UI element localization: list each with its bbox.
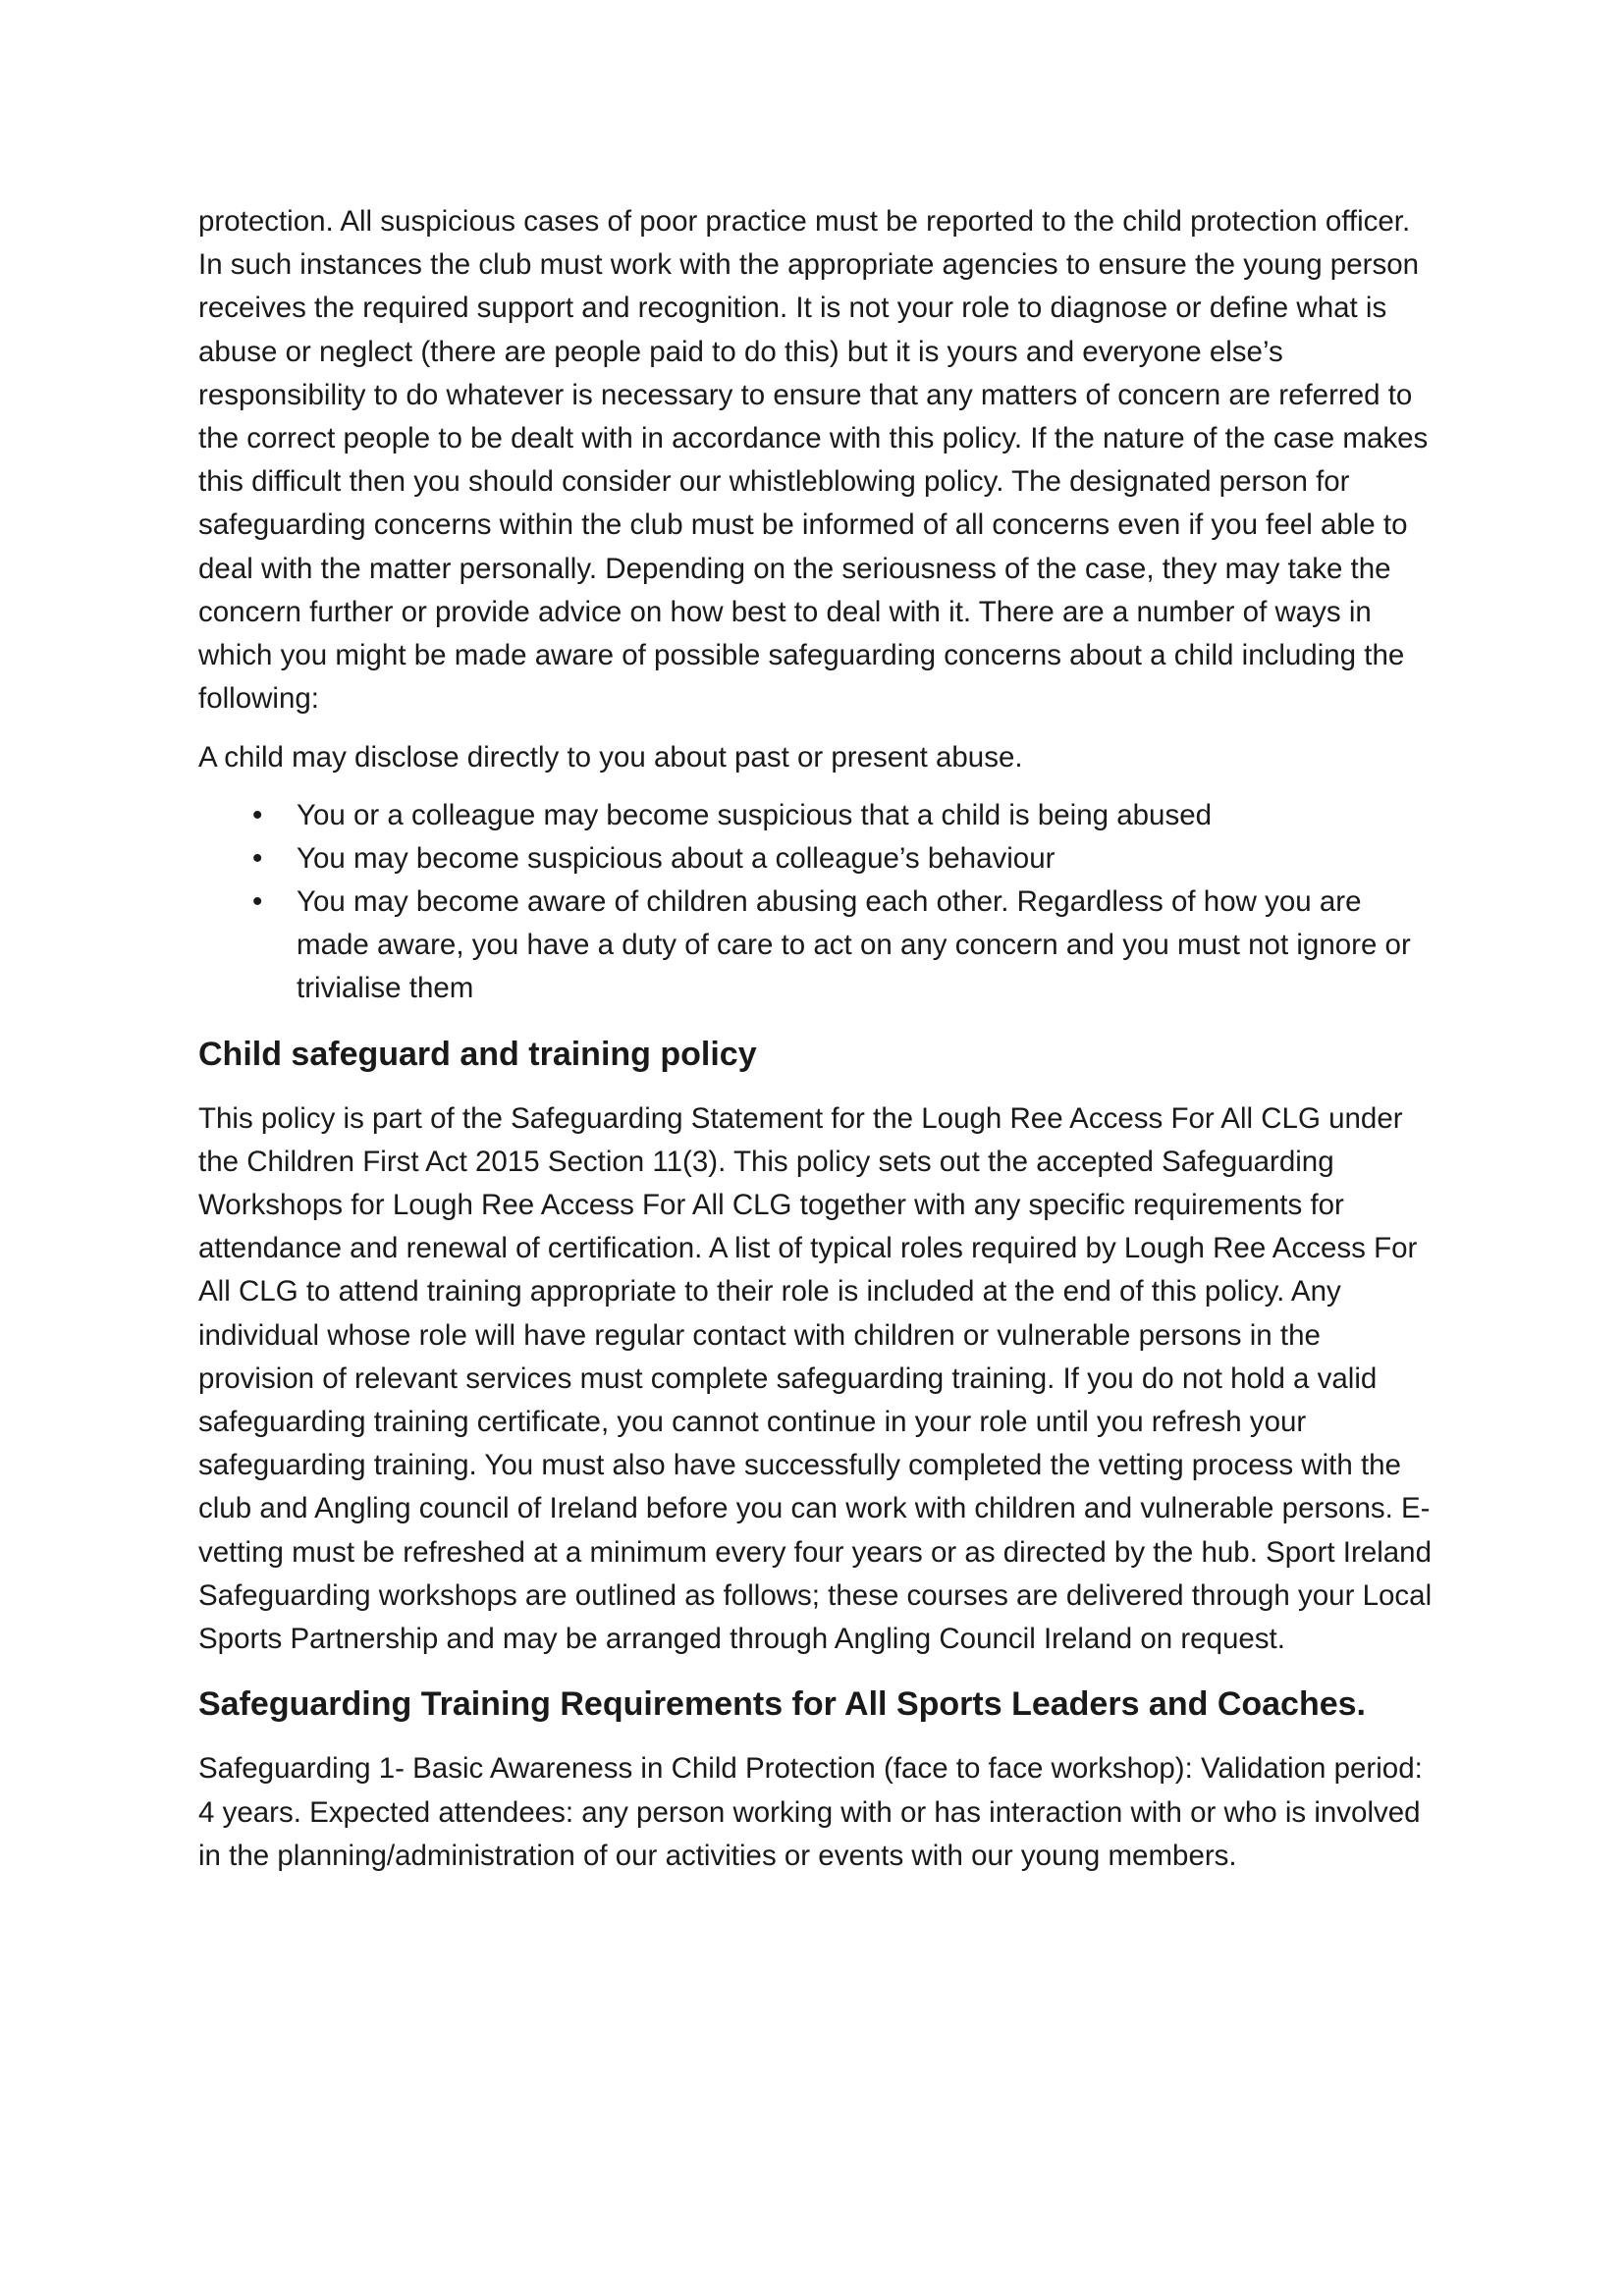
list-item (198, 881, 1435, 1011)
section-heading-child-safeguard: Child safeguard and training policy (198, 1035, 757, 1073)
concern-bullet-list (198, 794, 1435, 1011)
list-item (198, 837, 1435, 881)
disclose-paragraph: A child may disclose directly to you about past or present abuse. (198, 741, 1023, 774)
bullet-icon: • (252, 885, 263, 919)
list-item (198, 794, 1435, 837)
bullet-icon: • (252, 798, 263, 831)
document-page (198, 200, 1435, 1878)
section-body-training-requirements: Safeguarding 1- Basic Awareness in Child Protection (face to face workshop): Validation period: 4 years. Expected attendees: any person working with or has interaction with or who is involved in the planning/administration of our activities or events with our young members. (198, 1752, 1423, 1872)
intro-paragraph: protection. All suspicious cases of poor practice must be reported to the child protection officer. In such instances the club must work with the appropriate agencies to ensure the young person receives the required support and recognition. It is not your role to diagnose or define what is abuse or neglect (there are people paid to do this) but it is yours and everyone else’s responsibility to do whatever is necessary to ensure that any matters of concern are referred to the correct people to be dealt with in accordance with this policy. If the nature of the case makes this difficult then you should consider our whistleblowing policy. The designated person for safeguarding concerns within the club must be informed of all concerns even if you feel able to deal with the matter personally. Depending on the seriousness of the case, they may take the concern further or provide advice on how best to deal with it. There are a number of ways in which you might be made aware of possible safeguarding concerns about a child including the following: (198, 205, 1429, 716)
list-item-text: You or a colleague may become suspicious that a child is being abused (297, 798, 1213, 831)
section-heading-training-requirements: Safeguarding Training Requirements for All Sports Leaders and Coaches. (198, 1685, 1366, 1724)
list-item-text: You may become suspicious about a colleague’s behaviour (297, 841, 1056, 875)
list-item-text: You may become aware of children abusing each other. Regardless of how you are made aware, you have a duty of care to act on any concern and you must not ignore or trivialise them (297, 885, 1411, 1005)
bullet-icon: • (252, 841, 263, 875)
section-body-child-safeguard: This policy is part of the Safeguarding Statement for the Lough Ree Access For All CLG under the Children First Act 2015 Section 11(3). This policy sets out the accepted Safeguarding Workshops for Lough Ree Access For All CLG together with any specific requirements for attendance and renewal of certification. A list of typical roles required by Lough Ree Access For All CLG to attend training appropriate to their role is included at the end of this policy. Any individual whose role will have regular contact with children or vulnerable persons in the provision of relevant services must complete safeguarding training. If you do not hold a valid safeguarding training certificate, you cannot continue in your role until you refresh your safeguarding training. You must also have successfully completed the vetting process with the club and Angling council of Ireland before you can work with children and vulnerable persons. E-vetting must be refreshed at a minimum every four years or as directed by the hub. Sport Ireland Safeguarding workshops are outlined as follows; these courses are delivered through your Local Sports Partnership and may be arranged through Angling Council Ireland on request. (198, 1101, 1433, 1656)
